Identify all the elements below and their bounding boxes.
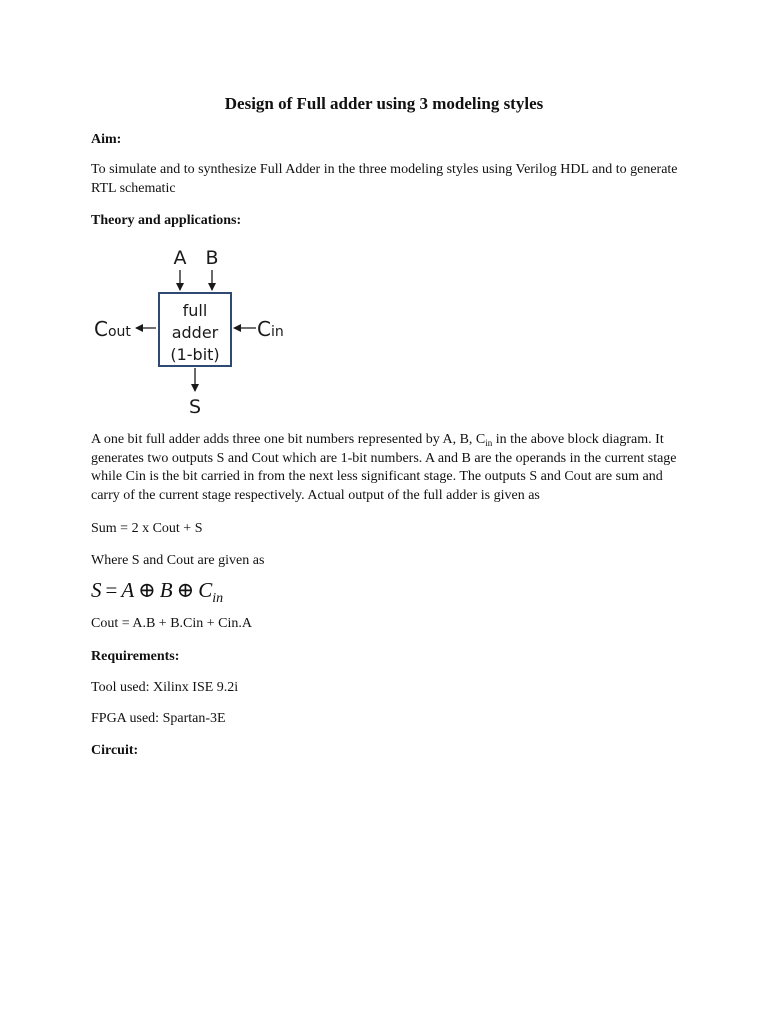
circuit-heading: Circuit:: [91, 743, 139, 758]
document-title: Design of Full adder using 3 modeling styles: [224, 94, 544, 113]
where-text: Where S and Cout are given as: [91, 553, 265, 568]
theory-paragraph: [91, 431, 691, 505]
block-label-bit: (1-bit): [170, 345, 220, 364]
aim-text-line-1: To simulate and to synthesize Full Adder in the three modeling styles using Verilog HDL and to generate: [91, 162, 678, 177]
aim-text: [91, 161, 691, 198]
input-b-label: B: [205, 247, 219, 269]
block-label-adder: adder: [171, 323, 219, 342]
sum-xor-formula: S = A ⊕ B ⊕ $C_{in}$: [91, 578, 224, 606]
cout-equation: Cout = A.B + B.Cin + Cin.A: [91, 616, 252, 631]
full-adder-block-diagram: [88, 240, 298, 420]
theory-line-4: carry of the current stage respectively. Actual output of the full adder is given as: [91, 487, 540, 503]
tool-used: Tool used: Xilinx ISE 9.2i: [91, 680, 239, 695]
theory-line-3: while Cin is the bit carried in from the next less significant stage. The outputs S and Cout are sum and: [91, 469, 663, 484]
carry-in-label: Cin: [257, 317, 284, 341]
input-a-label: A: [173, 247, 187, 269]
carry-out-label: Cout: [94, 317, 131, 341]
theory-line-2: generates two outputs S and Cout which are 1-bit numbers. A and B are the operands in the current stage: [91, 450, 677, 466]
theory-heading: Theory and applications:: [91, 213, 242, 228]
aim-text-line-2: RTL schematic: [91, 180, 176, 196]
fpga-used: FPGA used: Spartan-3E: [91, 711, 226, 726]
sum-output-label: S: [188, 396, 202, 418]
sum-equation: Sum = 2 x Cout + S: [91, 521, 203, 536]
aim-heading: Aim:: [91, 132, 122, 147]
block-label-full: full: [182, 301, 208, 320]
requirements-heading: Requirements:: [91, 649, 180, 664]
theory-line-1: A one bit full adder adds three one bit numbers represented by A, B, $C_{in}$ in the above block diagram. It: [91, 432, 664, 448]
